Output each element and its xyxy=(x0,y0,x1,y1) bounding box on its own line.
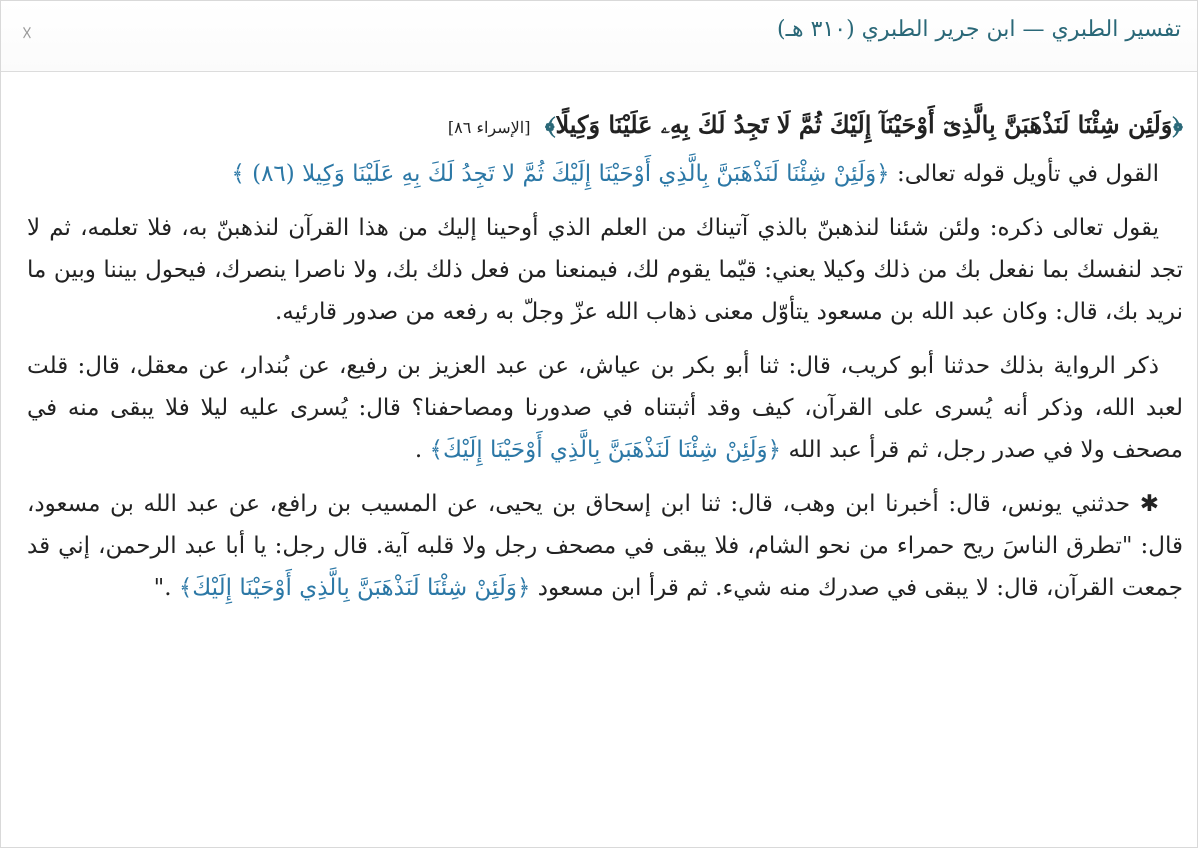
narration-text: حدثني يونس، قال: أخبرنا ابن وهب، قال: ثنا ابن إسحاق بن يحيى، عن المسيب بن رافع، عن عبد الله بن مسعود، قال: "تطرق الناسَ ريح حمراء من نحو الشام، فلا يبقى في مصحف رجل ولا قلبه آية. قال رجل: يا أبا عبد الرحمن، إني قد جمعت القرآن، قال: لا يبقى في صدرك منه شيء. ثم قرأ ابن مسعود xyxy=(27,491,1183,601)
narration-end: ." xyxy=(153,575,179,601)
quran-quote: ﴿وَلَئِنْ شِئْنَا لَنَذْهَبَنَّ بِالَّذِي أَوْحَيْنَا إِلَيْكَ﴾ xyxy=(178,575,531,601)
window-title: تفسير الطبري — ابن جرير الطبري (٣١٠ هـ) xyxy=(777,17,1181,42)
quran-quote: ﴿وَلَئِنْ شِئْنَا لَنَذْهَبَنَّ بِالَّذِي أَوْحَيْنَا إِلَيْكَ﴾ xyxy=(429,437,782,463)
paragraph-narration-1 xyxy=(27,345,1183,471)
verse-heading xyxy=(27,102,1183,151)
paragraph-commentary xyxy=(27,207,1183,333)
quran-quote: ﴿وَلَئِنْ شِئْنَا لَنَذْهَبَنَّ بِالَّذِي أَوْحَيْنَا إِلَيْكَ ثُمَّ لا تَجِدُ لَكَ بِهِ عَلَيْنَا وَكِيلا (٨٦) ﴾ xyxy=(231,161,890,187)
narration-text: ذكر الرواية بذلك حدثنا أبو كريب، قال: ثنا أبو بكر بن عياش، عن عبد العزيز بن رفيع، عن بُندار، عن معقل، قال: قلت لعبد الله، وذكر أنه يُسرى على القرآن، كيف وقد أثبتناه في صدورنا ومصاحفنا؟ قال: يُسرى عليه ليلا فلا يبقى منه في مصحف ولا في صدر رجل، ثم قرأ عبد الله xyxy=(27,353,1183,463)
close-icon[interactable]: ☓ xyxy=(21,21,33,45)
paragraph-intro xyxy=(27,153,1183,195)
narration-end: . xyxy=(414,437,430,463)
paragraph-narration-2 xyxy=(27,483,1183,609)
verse-close-bracket: ﴾ xyxy=(544,110,556,139)
commentary-text: يقول تعالى ذكره: ولئن شئنا لنذهبنّ بالذي آتيناك من العلم الذي أوحينا إليك من هذا القرآن لنذهبنّ به، فلا تعلمه، ثم لا تجد لنفسك بما نفعل بك من ذلك وكيلا يعني: قيّما يقوم لك، فيمنعنا من فعل ذلك بك، ولا ناصرا ينصرك، فيحول بيننا وبين ما نريد بك، قال: وكان عبد الله بن مسعود يتأوّل معنى ذهاب الله عزّ وجلّ به رفعه من صدور قارئيه. xyxy=(27,215,1183,325)
verse-text: وَلَئِن شِئْنَا لَنَذْهَبَنَّ بِالَّذِىٓ أَوْحَيْنَآ إِلَيْكَ ثُمَّ لَا تَجِدُ لَكَ بِهِۦ عَلَيْنَا وَكِيلًا xyxy=(555,110,1173,139)
asterisk-icon: ✱ xyxy=(1139,491,1159,517)
verse-open-bracket: ﴿ xyxy=(1172,110,1183,139)
tafsir-content xyxy=(1,72,1198,609)
intro-text: القول في تأويل قوله تعالى: xyxy=(889,161,1159,187)
title-bar xyxy=(1,1,1197,72)
verse-reference: [الإسراء ٨٦] xyxy=(447,118,531,137)
